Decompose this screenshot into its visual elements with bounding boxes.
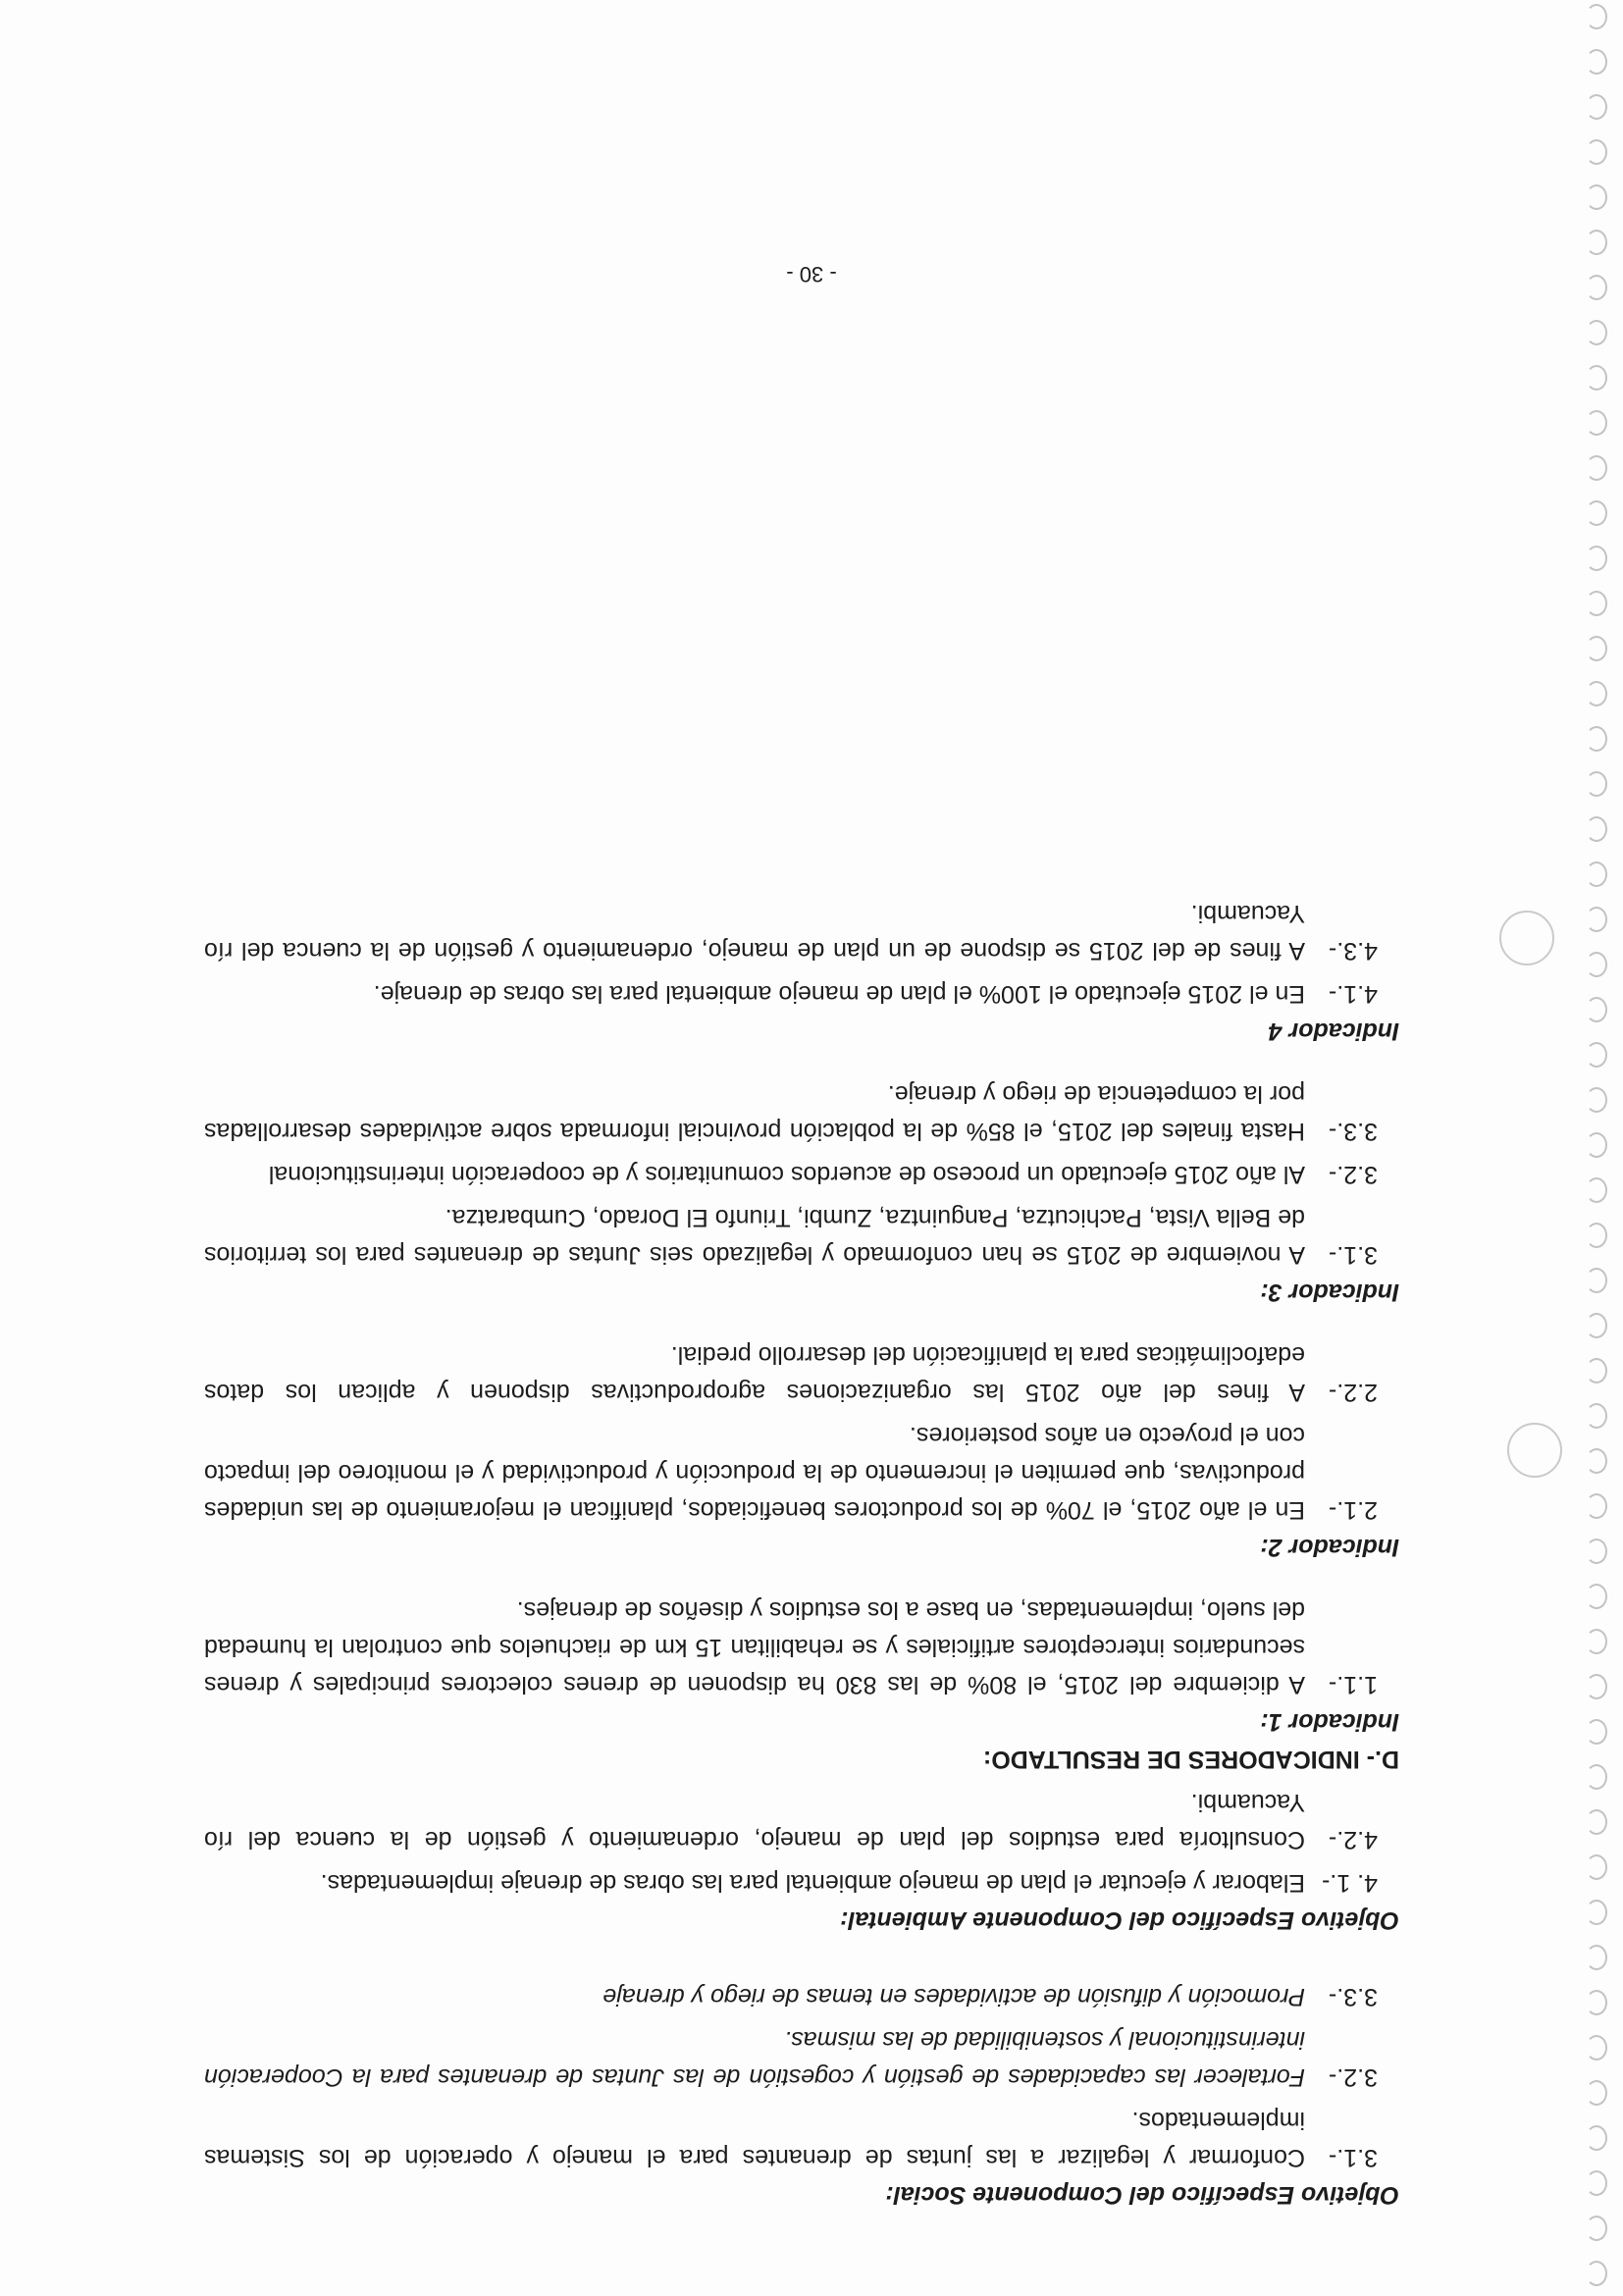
indicador-item bbox=[204, 1199, 1399, 1274]
binding-hole bbox=[1586, 1448, 1607, 1474]
binding-hole bbox=[1586, 1584, 1607, 1609]
binding-hole bbox=[1586, 1539, 1607, 1564]
binding-hole bbox=[1586, 455, 1607, 481]
item-text: Conformar y legalizar a las juntas de drenantes para el manejo y operación de los Sistemas implementados. bbox=[204, 2107, 1305, 2171]
binding-hole bbox=[1586, 94, 1607, 120]
item-text: Al año 2015 ejecutado un proceso de acuerdos comunitarios y de cooperación interinstitucional bbox=[268, 1161, 1305, 1188]
binding-hole bbox=[1586, 861, 1607, 887]
indicador-item bbox=[204, 1592, 1399, 1703]
item-text: En el año 2015, el 70% de los productores beneficiados, planifican el mejoramiento de las unidades productivas, que permiten el incremento de la producción y productividad y el monitoreo del impacto con el proyecto en años posteriores. bbox=[204, 1422, 1305, 1524]
binding-hole bbox=[1586, 230, 1607, 255]
indicador-item bbox=[204, 895, 1399, 969]
binding-hole bbox=[1586, 1629, 1607, 1654]
binding-hole bbox=[1586, 410, 1607, 436]
binding-hole bbox=[1586, 49, 1607, 75]
indicador1-heading: Indicador 1: bbox=[1260, 1708, 1399, 1736]
binding-hole bbox=[1586, 139, 1607, 165]
binding-hole bbox=[1586, 1268, 1607, 1293]
indicador3-heading: Indicador 3: bbox=[1260, 1278, 1399, 1306]
binding-hole bbox=[1586, 2080, 1607, 2106]
item-number: 3.2.- bbox=[1328, 2063, 1378, 2091]
binding-hole bbox=[1586, 1177, 1607, 1203]
binding-hole bbox=[1586, 907, 1607, 932]
indicador-item bbox=[204, 1075, 1399, 1150]
binding-hole bbox=[1586, 1403, 1607, 1429]
binding-hole bbox=[1586, 636, 1607, 661]
binding-hole bbox=[1586, 816, 1607, 842]
binding-hole bbox=[1586, 997, 1607, 1022]
binding-hole bbox=[1586, 2261, 1607, 2286]
item-number: 1.1.- bbox=[1328, 1671, 1378, 1698]
indicador4-heading: Indicador 4 bbox=[1268, 1018, 1399, 1045]
binding-hole bbox=[1586, 500, 1607, 526]
binding-hole bbox=[1586, 771, 1607, 797]
social-item bbox=[204, 2102, 1399, 2176]
binding-hole bbox=[1586, 1087, 1607, 1113]
page-number: - 30 - bbox=[786, 262, 837, 287]
ambiental-item bbox=[204, 1784, 1399, 1858]
binding-hole bbox=[1586, 1719, 1607, 1745]
item-text: A diciembre del 2015, el 80% de las 830 ha disponen de drenes colectores principales y drenes secundarios interceptores artificiales y se rehabilitan 15 km de riachuelos que controlan la humedad del suelo, implementadas, en base a los estudios y diseños de drenajes. bbox=[204, 1596, 1305, 1698]
item-number: 3.3.- bbox=[1328, 1118, 1378, 1145]
item-number: 4.2.- bbox=[1328, 1826, 1378, 1853]
item-number: 2.1.- bbox=[1328, 1496, 1378, 1524]
item-text: Fortalecer las capacidades de gestión y cogestión de las Juntas de drenantes para la Cooperación interinstitucional y sostenibilidad de las mismas. bbox=[204, 2026, 1305, 2091]
indicador-item bbox=[204, 975, 1399, 1013]
item-text: Hasta finales del 2015, el 85% de la población provincial informada sobre actividades desarrolladas por la competencia de riego y drenaje. bbox=[204, 1080, 1305, 1145]
item-number: 4. 1.- bbox=[1322, 1869, 1378, 1897]
social-item bbox=[204, 1978, 1399, 2015]
binding-hole bbox=[1586, 1990, 1607, 2015]
binding-hole bbox=[1586, 184, 1607, 210]
binding-hole bbox=[1586, 546, 1607, 571]
binding-hole bbox=[1586, 1764, 1607, 1790]
binding-hole bbox=[1586, 591, 1607, 616]
indicador-item bbox=[204, 1417, 1399, 1529]
binding-hole bbox=[1586, 952, 1607, 977]
binding-hole bbox=[1586, 1358, 1607, 1383]
binding-hole bbox=[1586, 1809, 1607, 1835]
ambiental-heading: Objetivo Específico del Componente Ambiental: bbox=[840, 1906, 1399, 1934]
binding-hole bbox=[1586, 1900, 1607, 1925]
binding-hole bbox=[1586, 1132, 1607, 1158]
item-number: 2.2.- bbox=[1328, 1379, 1378, 1406]
document-body bbox=[204, 889, 1399, 2214]
binding-hole bbox=[1586, 1223, 1607, 1248]
binding-hole bbox=[1586, 4, 1607, 29]
item-number: 3.3.- bbox=[1328, 1983, 1378, 2010]
binding-ring-mark bbox=[1499, 911, 1554, 965]
item-text: Consultoría para estudios del plan de manejo, ordenamiento y gestión de la cuenca del río Yacuambi. bbox=[204, 1789, 1305, 1853]
item-text: A noviembre de 2015 se han conformado y legalizado seis Juntas de drenantes para los territorios de Bella Vista, Pachicutza, Panguintza, Zumbi, Triunfo El Dorado, Cumbaratza. bbox=[204, 1204, 1305, 1269]
social-item bbox=[204, 2021, 1399, 2096]
indicador-item bbox=[204, 1336, 1399, 1411]
social-heading: Objetivo Específico del Componente Social: bbox=[885, 2181, 1399, 2209]
spiral-binding bbox=[1564, 0, 1623, 2296]
binding-ring-mark bbox=[1507, 1423, 1562, 1478]
binding-hole bbox=[1586, 1854, 1607, 1880]
binding-hole bbox=[1586, 2216, 1607, 2241]
item-text: En el 2015 ejecutado el 100% el plan de manejo ambiental para las obras de drenaje. bbox=[373, 980, 1305, 1008]
binding-hole bbox=[1586, 726, 1607, 752]
binding-hole bbox=[1586, 320, 1607, 345]
item-text: Elaborar y ejecutar el plan de manejo ambiental para las obras de drenaje implementadas. bbox=[320, 1869, 1305, 1897]
indicador-item bbox=[204, 1156, 1399, 1193]
item-number: 3.2.- bbox=[1328, 1161, 1378, 1188]
indicador2-heading: Indicador 2: bbox=[1260, 1534, 1399, 1561]
item-text: A fines de del 2015 se dispone de un plan de manejo, ordenamiento y gestión de la cuenca del río Yacuambi. bbox=[204, 900, 1305, 965]
binding-hole bbox=[1586, 2170, 1607, 2196]
item-text: A fines del año 2015 las organizaciones agroproductivas disponen y aplican los datos edafoclimáticas para la planificación del desarrollo predial. bbox=[204, 1341, 1305, 1406]
binding-hole bbox=[1586, 1313, 1607, 1338]
item-number: 4.1.- bbox=[1328, 980, 1378, 1008]
item-text: Promoción y difusión de actividades en temas de riego y drenaje bbox=[602, 1983, 1305, 2010]
ambiental-item bbox=[204, 1864, 1399, 1902]
binding-hole bbox=[1586, 1945, 1607, 1970]
binding-hole bbox=[1586, 1674, 1607, 1699]
binding-hole bbox=[1586, 1493, 1607, 1519]
item-number: 3.1.- bbox=[1328, 1241, 1378, 1269]
binding-hole bbox=[1586, 1042, 1607, 1068]
item-number: 4.3.- bbox=[1328, 937, 1378, 965]
section-title: D.- INDICADORES DE RESULTADO: bbox=[982, 1746, 1399, 1773]
binding-hole bbox=[1586, 681, 1607, 706]
binding-hole bbox=[1586, 365, 1607, 391]
binding-hole bbox=[1586, 2035, 1607, 2061]
binding-hole bbox=[1586, 2125, 1607, 2151]
item-number: 3.1.- bbox=[1328, 2144, 1378, 2171]
